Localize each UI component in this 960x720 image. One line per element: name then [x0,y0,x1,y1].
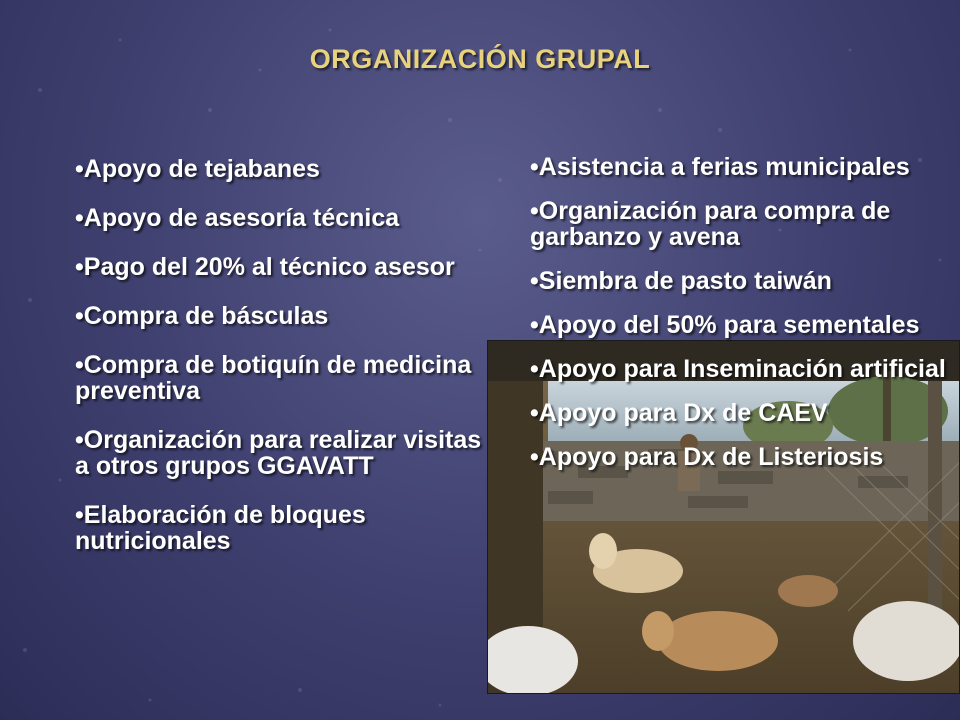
list-item: •Apoyo para Dx de Listeriosis [530,443,884,471]
list-item: •Elaboración de bloques nutricionales [75,501,366,555]
list-item: •Apoyo para Inseminación artificial [530,355,946,383]
list-item: •Asistencia a ferias municipales [530,153,910,181]
list-item: •Compra de botiquín de medicina preventiva [75,351,472,405]
list-item: •Apoyo del 50% para sementales [530,311,920,339]
right-bullet-list [530,154,950,488]
list-item: •Apoyo de tejabanes [75,155,320,183]
list-item: •Pago del 20% al técnico asesor [75,253,455,281]
list-item: •Organización para compra de garbanzo y avena [530,197,891,251]
list-item: •Apoyo de asesoría técnica [75,204,400,232]
slide-title: ORGANIZACIÓN GRUPAL [309,44,651,74]
list-item: •Siembra de pasto taiwán [530,267,832,295]
left-bullet-list [75,156,495,577]
list-item: •Compra de básculas [75,302,329,330]
list-item: •Organización para realizar visitas a otros grupos GGAVATT [75,426,482,480]
list-item: •Apoyo para Dx de CAEV [530,399,828,427]
